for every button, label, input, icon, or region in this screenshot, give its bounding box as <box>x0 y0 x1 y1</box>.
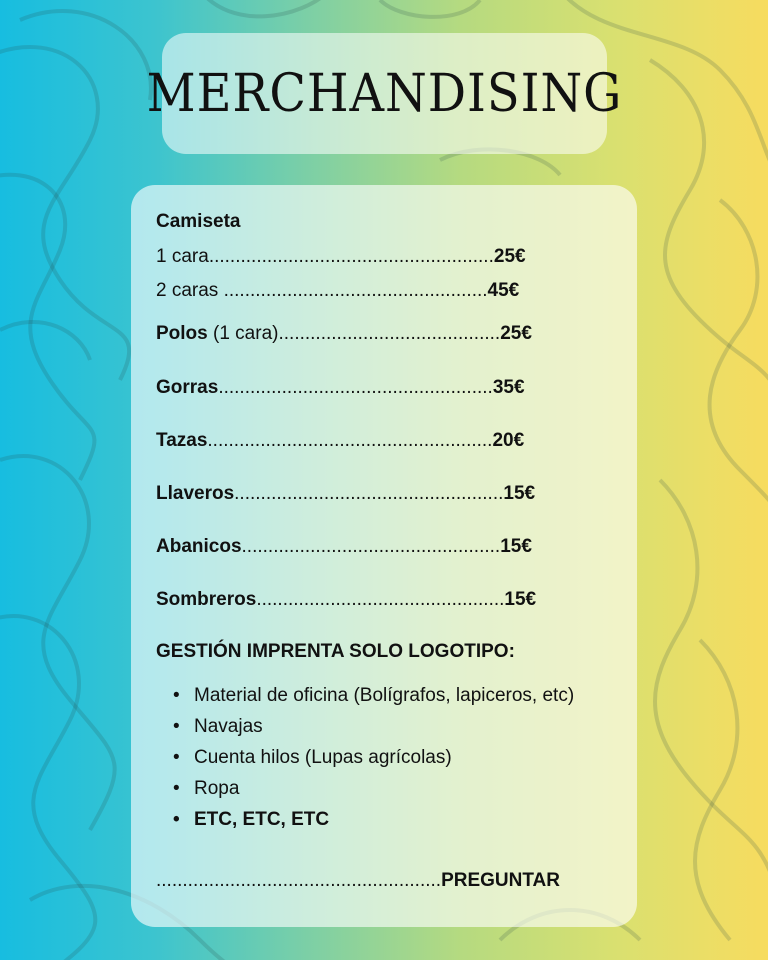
page-title: MERCHANDISING <box>146 63 623 124</box>
item-label: Abanicos <box>156 536 242 557</box>
item-label: 1 cara <box>156 246 209 267</box>
list-item-text: Cuenta hilos (Lupas agrícolas) <box>194 747 452 768</box>
leader-dots: ................................................. <box>241 536 501 557</box>
item-label: Tazas <box>156 430 208 451</box>
price-row-tazas <box>156 429 524 453</box>
price-row-camiseta-1-cara <box>156 245 526 269</box>
leader-dots: ...................................................... <box>208 246 494 267</box>
leader-dots: ...................................................... <box>207 430 493 451</box>
preguntar-label: PREGUNTAR <box>441 870 560 891</box>
item-price: 15€ <box>500 536 532 557</box>
price-row-sombreros <box>156 588 536 612</box>
item-price: 20€ <box>492 430 525 451</box>
bullet-icon: • <box>173 685 180 706</box>
list-item-text: Navajas <box>194 716 263 737</box>
price-row-polos <box>156 322 532 346</box>
price-row-llaveros <box>156 482 535 506</box>
leader-dots: .................................................... <box>218 377 493 398</box>
list-item-text: Ropa <box>194 778 240 799</box>
leader-dots: .................................................. <box>223 280 488 301</box>
list-item-text: Material de oficina (Bolígrafos, lapiceros, etc) <box>194 685 575 706</box>
leader-dots: .......................................... <box>278 323 501 344</box>
item-price: 15€ <box>504 589 537 610</box>
list-item <box>160 804 620 835</box>
item-price: 25€ <box>500 323 532 344</box>
gestion-heading: GESTIÓN IMPRENTA SOLO LOGOTIPO: <box>156 641 515 662</box>
item-price: 15€ <box>503 483 536 504</box>
bullet-icon: • <box>173 747 180 768</box>
leader-dots: ............................................... <box>256 589 505 610</box>
price-row-abanicos <box>156 535 532 559</box>
list-item <box>160 680 620 711</box>
item-price: 25€ <box>493 246 526 267</box>
gestion-list <box>160 680 620 835</box>
item-label: Gorras <box>156 377 219 398</box>
item-price: 35€ <box>492 377 525 398</box>
leader-dots: ................................................... <box>234 483 504 504</box>
leader-dots: ...................................................... <box>156 870 442 891</box>
item-note: (1 cara) <box>207 323 279 344</box>
item-label: Llaveros <box>156 483 235 504</box>
camiseta-heading: Camiseta <box>156 211 241 232</box>
item-label: Sombreros <box>156 589 257 610</box>
bullet-icon: • <box>173 778 180 799</box>
bullet-icon: • <box>173 716 180 737</box>
title-card <box>146 33 623 154</box>
list-item <box>160 711 620 742</box>
list-item <box>160 742 620 773</box>
item-price: 45€ <box>487 280 520 301</box>
price-row-gorras <box>156 376 525 400</box>
item-label: 2 caras <box>156 280 224 301</box>
item-label: Polos <box>156 323 208 344</box>
price-row-camiseta-2-caras <box>156 279 519 303</box>
preguntar-row <box>156 869 560 893</box>
bullet-icon: • <box>173 809 180 830</box>
list-item <box>160 773 620 804</box>
list-item-text: ETC, ETC, ETC <box>194 809 330 830</box>
